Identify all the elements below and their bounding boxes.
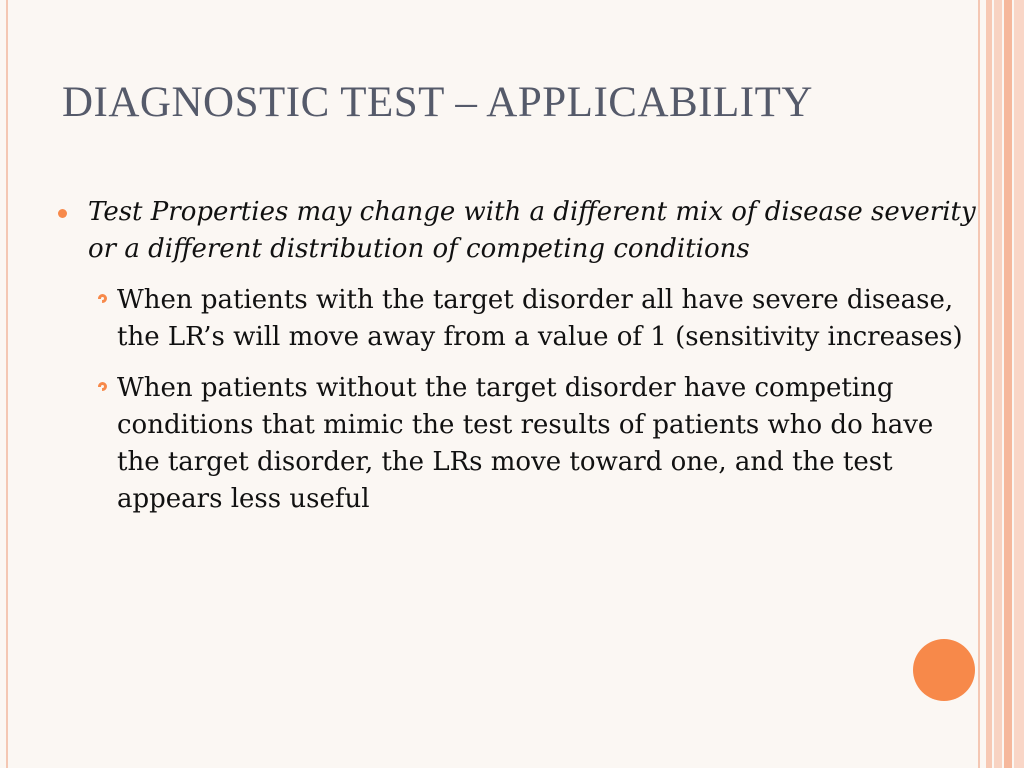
decorative-circle <box>913 639 975 701</box>
sub-bullet-item <box>88 370 978 518</box>
sub-bullet-icon <box>98 382 107 391</box>
sub-bullet-item <box>88 282 978 356</box>
bullet-item <box>58 194 978 268</box>
decorative-stripe <box>986 0 992 768</box>
sub-bullet-text: When patients with the target disorder all have severe disease, the LR’s will move away from a value of 1 (sensitivity increases) <box>117 285 963 352</box>
decorative-stripe <box>994 0 1002 768</box>
sub-bullet-icon <box>98 294 107 303</box>
decorative-stripe <box>1014 0 1024 768</box>
slide-title: DIAGNOSTIC TEST – APPLICABILITY <box>62 79 813 126</box>
slide-content <box>58 194 978 518</box>
sub-bullet-text: When patients without the target disorder have competing conditions that mimic the test results of patients who do have the target disorder, the LRs move toward one, and the test appears less useful <box>117 373 934 514</box>
bullet-text: Test Properties may change with a different mix of disease severity or a different distribution of competing conditions <box>88 197 976 264</box>
decorative-stripe <box>1004 0 1012 768</box>
bullet-dot-icon <box>58 209 67 218</box>
